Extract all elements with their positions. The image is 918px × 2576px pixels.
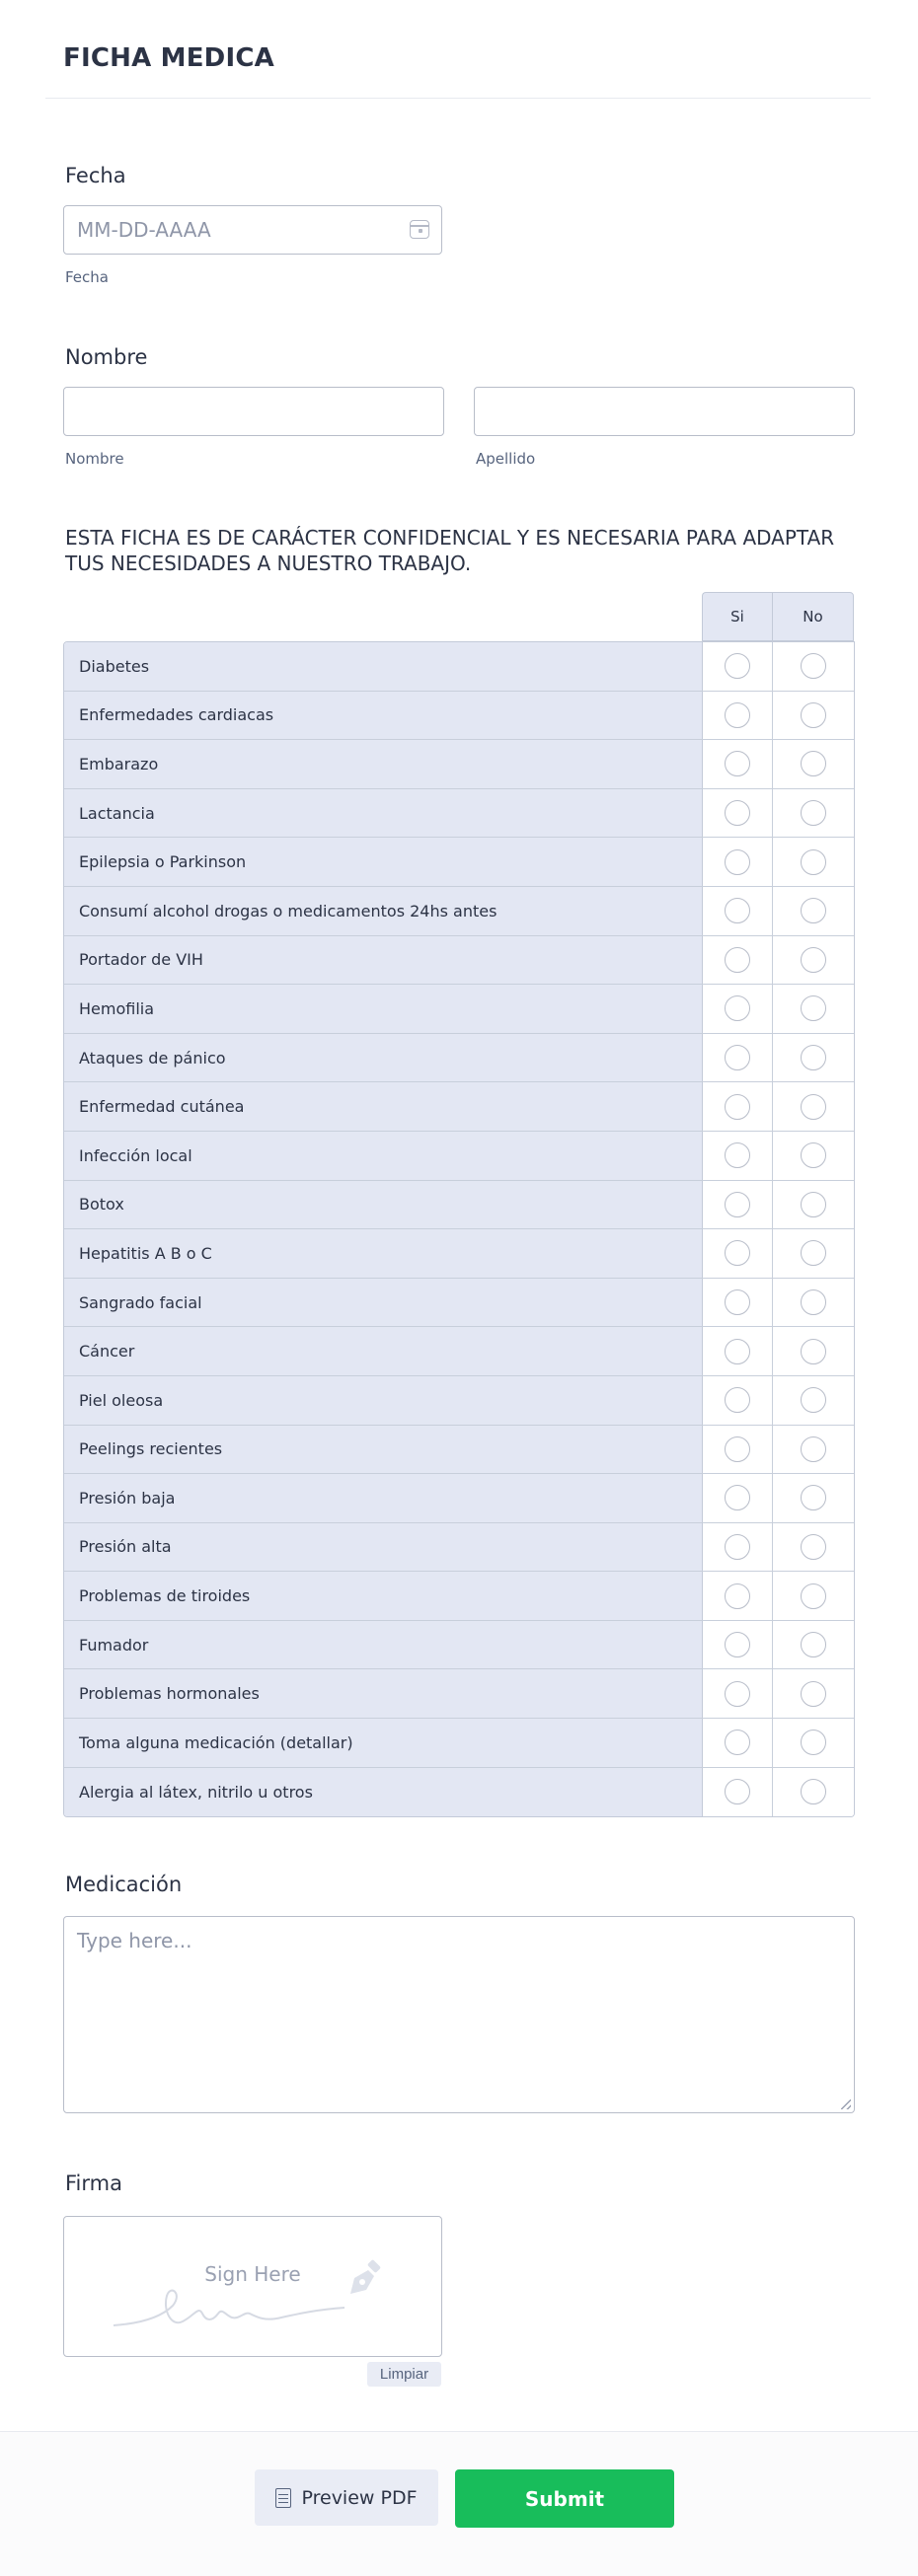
radio-si[interactable]	[725, 1485, 750, 1510]
radio-si[interactable]	[725, 1339, 750, 1364]
date-sublabel: Fecha	[65, 268, 109, 286]
matrix-row	[64, 1132, 854, 1181]
radio-no[interactable]	[801, 751, 826, 776]
submit-button[interactable]: Submit	[455, 2469, 674, 2528]
matrix-row	[64, 692, 854, 741]
radio-si[interactable]	[725, 947, 750, 973]
radio-no[interactable]	[801, 1289, 826, 1315]
radio-no[interactable]	[801, 1779, 826, 1804]
matrix-row-label: Epilepsia o Parkinson	[64, 838, 703, 886]
matrix-row-label: Alergia al látex, nitrilo u otros	[64, 1768, 703, 1817]
matrix-cell-si	[703, 1229, 773, 1278]
date-placeholder: MM-DD-AAAA	[77, 218, 211, 242]
matrix-row	[64, 985, 854, 1034]
pen-nib-icon	[344, 2256, 388, 2300]
radio-si[interactable]	[725, 1534, 750, 1560]
matrix-cell-no	[773, 1523, 854, 1572]
matrix-row	[64, 1279, 854, 1328]
matrix-row-label: Peelings recientes	[64, 1426, 703, 1474]
radio-si[interactable]	[725, 1289, 750, 1315]
radio-no[interactable]	[801, 653, 826, 679]
radio-si[interactable]	[725, 1436, 750, 1462]
matrix-body	[63, 641, 855, 1817]
matrix-row	[64, 1082, 854, 1132]
radio-si[interactable]	[725, 1094, 750, 1120]
radio-no[interactable]	[801, 1485, 826, 1510]
radio-si[interactable]	[725, 898, 750, 923]
matrix-row	[64, 1572, 854, 1621]
matrix-cell-no	[773, 1082, 854, 1131]
medicacion-label: Medicación	[65, 1873, 183, 1896]
radio-no[interactable]	[801, 1094, 826, 1120]
matrix-row-label: Lactancia	[64, 789, 703, 838]
matrix-cell-no	[773, 1621, 854, 1669]
page-title: FICHA MEDICA	[63, 43, 274, 73]
radio-si[interactable]	[725, 1730, 750, 1755]
matrix-row-label: Hemofilia	[64, 985, 703, 1033]
medicacion-placeholder: Type here...	[77, 1929, 192, 1952]
matrix-row-label: Botox	[64, 1181, 703, 1229]
signature-scribble-icon	[112, 2266, 348, 2335]
nombre-label: Nombre	[65, 345, 148, 369]
matrix-row	[64, 936, 854, 986]
radio-si[interactable]	[725, 1583, 750, 1609]
matrix-row-label: Portador de VIH	[64, 936, 703, 985]
matrix-cell-si	[703, 1279, 773, 1327]
radio-no[interactable]	[801, 1339, 826, 1364]
matrix-row	[64, 887, 854, 936]
matrix-cell-si	[703, 936, 773, 985]
last-name-input[interactable]	[474, 387, 855, 436]
matrix-row-label: Toma alguna medicación (detallar)	[64, 1719, 703, 1767]
matrix-row	[64, 1768, 854, 1817]
matrix-cell-no	[773, 1669, 854, 1718]
matrix-cell-si	[703, 1621, 773, 1669]
first-name-sublabel: Nombre	[65, 450, 124, 468]
matrix-cell-si	[703, 1181, 773, 1229]
matrix-cell-no	[773, 1719, 854, 1767]
matrix-cell-si	[703, 1474, 773, 1522]
matrix-cell-no	[773, 1474, 854, 1522]
matrix-cell-si	[703, 1523, 773, 1572]
matrix-row	[64, 1719, 854, 1768]
matrix-cell-no	[773, 1376, 854, 1425]
radio-no[interactable]	[801, 1730, 826, 1755]
matrix-row-label: Sangrado facial	[64, 1279, 703, 1327]
radio-si[interactable]	[725, 800, 750, 826]
header-divider	[45, 98, 871, 99]
matrix-cell-no	[773, 789, 854, 838]
matrix-cell-si	[703, 985, 773, 1033]
firma-label: Firma	[65, 2171, 122, 2195]
matrix-row-label: Hepatitis A B o C	[64, 1229, 703, 1278]
radio-no[interactable]	[801, 702, 826, 728]
matrix-row-label: Diabetes	[64, 642, 703, 691]
matrix-cell-si	[703, 789, 773, 838]
radio-si[interactable]	[725, 751, 750, 776]
radio-si[interactable]	[725, 1142, 750, 1168]
matrix-row	[64, 1669, 854, 1719]
matrix-cell-si	[703, 1572, 773, 1620]
matrix-row	[64, 642, 854, 692]
matrix-row	[64, 1181, 854, 1230]
radio-no[interactable]	[801, 898, 826, 923]
matrix-row	[64, 1327, 854, 1376]
matrix-row	[64, 1621, 854, 1670]
radio-si[interactable]	[725, 1192, 750, 1217]
resize-handle[interactable]	[841, 2099, 851, 2109]
matrix-row-label: Fumador	[64, 1621, 703, 1669]
matrix-cell-si	[703, 838, 773, 886]
radio-no[interactable]	[801, 1142, 826, 1168]
matrix-row-label: Enfermedades cardiacas	[64, 692, 703, 740]
matrix-row-label: Enfermedad cutánea	[64, 1082, 703, 1131]
radio-no[interactable]	[801, 1436, 826, 1462]
radio-si[interactable]	[725, 653, 750, 679]
matrix-header-si: Si	[702, 592, 772, 641]
matrix-cell-no	[773, 642, 854, 691]
matrix-cell-no	[773, 887, 854, 935]
radio-si[interactable]	[725, 1681, 750, 1707]
matrix-cell-no	[773, 740, 854, 788]
signature-pad[interactable]	[63, 2216, 442, 2357]
radio-si[interactable]	[725, 1240, 750, 1266]
matrix-row-label: Piel oleosa	[64, 1376, 703, 1425]
preview-pdf-label: Preview PDF	[301, 2486, 418, 2509]
matrix-cell-si	[703, 1768, 773, 1817]
matrix-cell-no	[773, 1768, 854, 1817]
matrix-row	[64, 1474, 854, 1523]
matrix-row	[64, 1426, 854, 1475]
date-input[interactable]	[63, 205, 442, 255]
matrix-row	[64, 740, 854, 789]
matrix-row	[64, 1523, 854, 1573]
matrix-cell-no	[773, 1572, 854, 1620]
matrix-cell-no	[773, 1426, 854, 1474]
last-name-sublabel: Apellido	[476, 450, 536, 468]
matrix-row-label: Cáncer	[64, 1327, 703, 1375]
matrix-row-label: Presión alta	[64, 1523, 703, 1572]
matrix-row-label: Presión baja	[64, 1474, 703, 1522]
medicacion-textarea[interactable]	[63, 1916, 855, 2113]
clear-signature-button[interactable]: Limpiar	[367, 2362, 441, 2387]
radio-no[interactable]	[801, 1240, 826, 1266]
matrix-cell-si	[703, 740, 773, 788]
matrix-cell-no	[773, 1132, 854, 1180]
radio-no[interactable]	[801, 1583, 826, 1609]
matrix-cell-si	[703, 1719, 773, 1767]
document-icon	[275, 2488, 291, 2508]
first-name-input[interactable]	[63, 387, 444, 436]
matrix-row-label: Infección local	[64, 1132, 703, 1180]
matrix-cell-si	[703, 1082, 773, 1131]
radio-si[interactable]	[725, 702, 750, 728]
matrix-row-label: Problemas hormonales	[64, 1669, 703, 1718]
matrix-cell-si	[703, 1376, 773, 1425]
matrix-cell-si	[703, 692, 773, 740]
matrix-row-label: Problemas de tiroides	[64, 1572, 703, 1620]
matrix-cell-no	[773, 1279, 854, 1327]
radio-no[interactable]	[801, 1045, 826, 1070]
radio-no[interactable]	[801, 1534, 826, 1560]
radio-si[interactable]	[725, 1779, 750, 1804]
radio-no[interactable]	[801, 1192, 826, 1217]
fecha-label: Fecha	[65, 164, 126, 187]
matrix-cell-si	[703, 642, 773, 691]
radio-si[interactable]	[725, 1045, 750, 1070]
confidential-notice: ESTA FICHA ES DE CARÁCTER CONFIDENCIAL Y ES NECESARIA PARA ADAPTAR TUS NECESIDADES A NUESTRO TRABAJO.	[65, 526, 835, 575]
matrix-row	[64, 1229, 854, 1279]
matrix-cell-si	[703, 1034, 773, 1082]
matrix-cell-no	[773, 692, 854, 740]
sign-here-text: Sign Here	[204, 2262, 301, 2286]
matrix-cell-si	[703, 1327, 773, 1375]
radio-no[interactable]	[801, 849, 826, 875]
radio-no[interactable]	[801, 1632, 826, 1657]
matrix-cell-no	[773, 1181, 854, 1229]
preview-pdf-button[interactable]	[255, 2469, 438, 2526]
matrix-row	[64, 789, 854, 839]
matrix-cell-no	[773, 1327, 854, 1375]
radio-no[interactable]	[801, 995, 826, 1021]
matrix-cell-si	[703, 887, 773, 935]
matrix-cell-no	[773, 1229, 854, 1278]
matrix-row-label: Embarazo	[64, 740, 703, 788]
matrix-cell-no	[773, 985, 854, 1033]
matrix-header-no: No	[772, 592, 854, 641]
matrix-cell-no	[773, 838, 854, 886]
radio-no[interactable]	[801, 947, 826, 973]
radio-no[interactable]	[801, 800, 826, 826]
matrix-row-label: Ataques de pánico	[64, 1034, 703, 1082]
radio-si[interactable]	[725, 849, 750, 875]
matrix-cell-si	[703, 1669, 773, 1718]
matrix-cell-si	[703, 1426, 773, 1474]
matrix-row	[64, 1376, 854, 1426]
radio-si[interactable]	[725, 995, 750, 1021]
calendar-icon[interactable]	[410, 220, 429, 239]
radio-no[interactable]	[801, 1387, 826, 1413]
radio-si[interactable]	[725, 1632, 750, 1657]
matrix-row	[64, 1034, 854, 1083]
radio-no[interactable]	[801, 1681, 826, 1707]
matrix-cell-no	[773, 1034, 854, 1082]
radio-si[interactable]	[725, 1387, 750, 1413]
matrix-row-label: Consumí alcohol drogas o medicamentos 24hs antes	[64, 887, 703, 935]
matrix-cell-no	[773, 936, 854, 985]
matrix-row	[64, 838, 854, 887]
matrix-cell-si	[703, 1132, 773, 1180]
